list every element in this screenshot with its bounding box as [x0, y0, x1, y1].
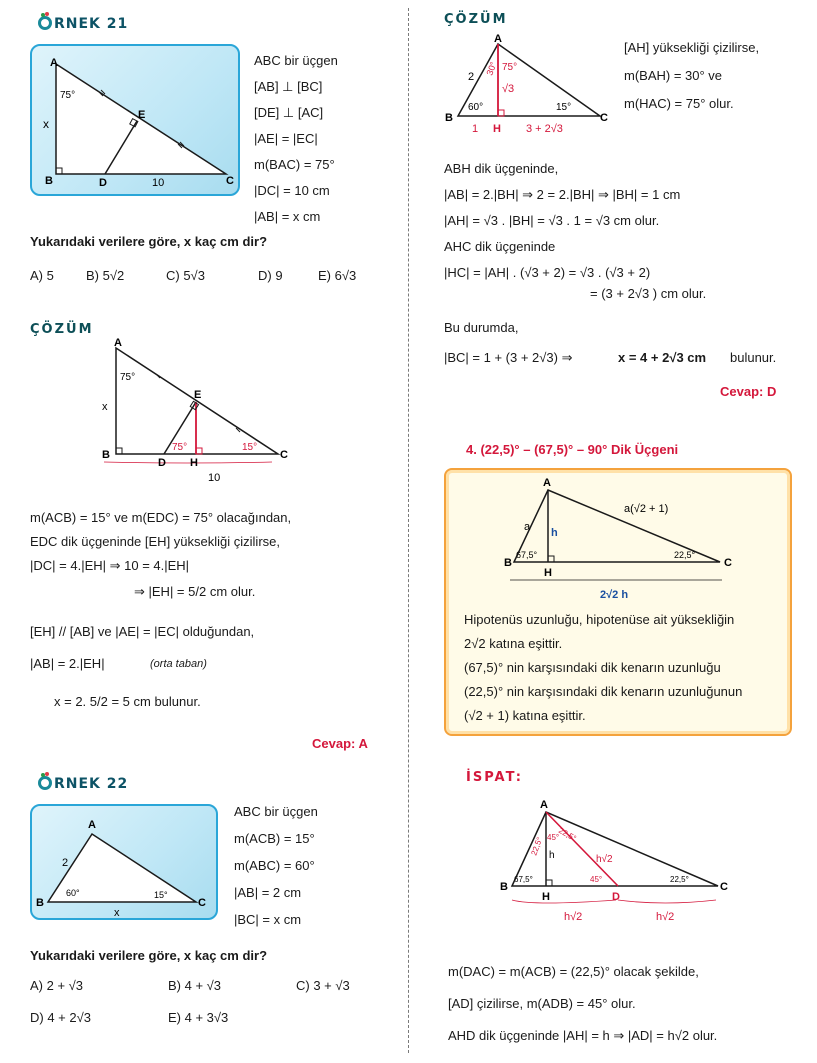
given-line: [AB] ⊥ [BC] [254, 79, 323, 94]
solution-line: x = 2. 5/2 = 5 cm bulunur. [54, 694, 201, 709]
solution-line: m(ACB) = 15° ve m(EDC) = 75° olacağından, [30, 510, 292, 525]
theorem-title: 4. (22,5)° – (67,5)° – 90° Dik Üçgeni [466, 442, 679, 457]
option-b[interactable]: B) 5√2 [86, 268, 125, 283]
solution-line: EDC dik üçgeninde [EH] yüksekliği çizilirse, [30, 534, 280, 549]
theorem-line: (22,5)° nin karşısındaki dik kenarın uzunluğunun [464, 684, 743, 699]
proof-label-dc: h√2 [656, 911, 675, 923]
example-22-figure [32, 806, 216, 918]
side-line: m(HAC) = 75° olur. [624, 96, 734, 111]
solution-line: bulunur. [730, 350, 777, 365]
option-a[interactable]: A) 2 + √3 [30, 978, 84, 993]
fig21-label-d: D [99, 177, 107, 189]
thm-label-b: B [504, 557, 512, 569]
thm-angle-67: 67,5° [516, 550, 538, 560]
given-line: |AB| = 2 cm [234, 885, 302, 900]
solution-result: x = 4 + 2√3 cm [618, 350, 707, 365]
solution-line: |AB| = 2.|EH| [30, 656, 105, 671]
solution-line: |AH| = √3 . |BH| = √3 . 1 = √3 cm olur. [444, 213, 660, 228]
thm-angle-22: 22,5° [674, 550, 696, 560]
proof-figure [494, 796, 734, 930]
proof-label-b: B [500, 881, 508, 893]
sol21-angle-75b: 75° [172, 442, 188, 453]
fig22-label-ab: 2 [62, 857, 69, 869]
example-21-given [254, 48, 338, 230]
option-c[interactable]: C) 5√3 [166, 268, 205, 283]
side-line: m(BAH) = 30° ve [624, 68, 723, 83]
proof-angle-67: 67,5° [514, 875, 533, 884]
example-21-title: RNEK 21 [54, 16, 129, 32]
example-22-title: RNEK 22 [54, 776, 129, 792]
fig21-label-a: A [50, 57, 58, 69]
sol21-label-b: B [102, 449, 110, 461]
fig21-label-x: x [43, 117, 49, 131]
sol22-label-a: A [494, 33, 502, 45]
given-line: m(ACB) = 15° [234, 831, 315, 846]
fig22-label-a: A [88, 819, 96, 831]
sol22-angle-75: 75° [502, 62, 518, 73]
given-line: |DC| = 10 cm [254, 183, 330, 198]
proof-label-a: A [540, 799, 548, 811]
option-a[interactable]: A) 5 [30, 268, 54, 283]
fig22-label-x: x [114, 907, 120, 919]
fig22-angle-15: 15° [154, 890, 168, 900]
thm-label-h: H [544, 567, 552, 579]
example-21-figure-box [30, 44, 240, 196]
solution-line: ⇒ |EH| = 5/2 cm olur. [134, 584, 256, 599]
proof-angle-45a: 45° [547, 833, 560, 842]
proof-line: AHD dik üçgeninde |AH| = h ⇒ |AD| = h√2 olur. [448, 1028, 718, 1043]
theorem-box [444, 468, 792, 736]
fig21-label-e: E [138, 109, 146, 121]
solution-22-title: ÇÖZÜM [444, 12, 508, 27]
sol22-angle-30: 30° [484, 60, 499, 77]
solution-line: = (3 + 2√3 ) cm olur. [590, 286, 707, 301]
fig21-angle-75: 75° [60, 90, 76, 101]
theorem-line: (√2 + 1) katına eşittir. [464, 708, 586, 723]
proof-line: [AD] çizilirse, m(ADB) = 45° olur. [448, 996, 636, 1011]
given-line: m(BAC) = 75° [254, 157, 335, 172]
solution-line: Bu durumda, [444, 320, 519, 335]
sol22-label-c: C [600, 112, 608, 124]
sol21-angle-75a: 75° [120, 372, 136, 383]
sol22-label-ah: √3 [502, 83, 515, 95]
sol22-label-2: 2 [468, 71, 475, 83]
fig22-angle-60: 60° [66, 888, 80, 898]
answer-22: Cevap: D [720, 384, 777, 399]
option-e[interactable]: E) 4 + 3√3 [168, 1010, 229, 1025]
example-22-question: Yukarıdaki verilere göre, x kaç cm dir? [30, 948, 268, 963]
sol21-label-d: D [158, 457, 166, 469]
theorem-line: (67,5)° nin karşısındaki dik kenarın uzunluğu [464, 660, 721, 675]
proof-angle-22b: 22,5° [529, 835, 545, 857]
sol21-label-e: E [194, 389, 202, 401]
proof-label-hd: h√2 [564, 911, 583, 923]
theorem-line: 2√2 katına eşittir. [464, 636, 563, 651]
fig22-label-c: C [198, 897, 206, 909]
option-d[interactable]: D) 9 [258, 268, 283, 283]
solution-22-side [624, 34, 759, 118]
solution-line: |AB| = 2.|BH| ⇒ 2 = 2.|BH| ⇒ |BH| = 1 cm [444, 187, 681, 202]
given-line: ABC bir üçgen [234, 804, 318, 819]
solution-line: ABH dik üçgeninde, [444, 161, 559, 176]
example-21-question: Yukarıdaki verilere göre, x kaç cm dir? [30, 234, 268, 249]
given-line: m(ABC) = 60° [234, 858, 315, 873]
thm-label-a-side: a [524, 521, 531, 533]
given-line: |BC| = x cm [234, 912, 302, 927]
column-divider [408, 8, 409, 1053]
solution-line: |DC| = 4.|EH| ⇒ 10 = 4.|EH| [30, 558, 190, 573]
solution-line: |HC| = |AH| . (√3 + 2) = √3 . (√3 + 2) [444, 265, 651, 280]
thm-label-h-side: h [551, 527, 558, 539]
thm-label-bc: 2√2 h [600, 589, 629, 601]
theorem-figure [504, 476, 764, 602]
solution-line: |BC| = 1 + (3 + 2√3) ⇒ [444, 350, 573, 365]
proof-angle-22c: 22,5° [557, 825, 578, 844]
option-d[interactable]: D) 4 + 2√3 [30, 1010, 91, 1025]
orta-taban-note: (orta taban) [150, 658, 207, 670]
solution-22-figure [440, 32, 612, 138]
theorem-line: Hipotenüs uzunluğu, hipotenüse ait yüksekliğin [464, 612, 735, 627]
proof-text [448, 956, 717, 1052]
sol22-angle-60: 60° [468, 102, 484, 113]
proof-label-h: H [542, 891, 550, 903]
option-e[interactable]: E) 6√3 [318, 268, 357, 283]
answer-21: Cevap: A [312, 736, 368, 751]
thm-label-hyp: a(√2 + 1) [624, 503, 669, 515]
o-ring-icon [38, 16, 52, 30]
fig21-label-dc: 10 [152, 177, 165, 189]
proof-label-h-side: h [549, 850, 555, 861]
sol22-label-b: B [445, 112, 453, 124]
proof-label-ad: h√2 [596, 854, 613, 865]
option-c[interactable]: C) 3 + √3 [296, 978, 350, 993]
given-line: |AE| = |EC| [254, 131, 318, 146]
proof-line: m(DAC) = m(ACB) = (22,5)° olacak şekilde, [448, 964, 699, 979]
sol22-label-bh: 1 [472, 123, 479, 135]
given-line: |AB| = x cm [254, 209, 321, 224]
thm-label-c: C [724, 557, 732, 569]
sol21-label-c: C [280, 449, 288, 461]
solution-21-text [30, 506, 291, 578]
thm-label-a: A [543, 477, 551, 489]
sol21-label-a: A [114, 337, 122, 349]
given-line: [DE] ⊥ [AC] [254, 105, 324, 120]
theorem-text [464, 608, 742, 728]
example-22-header [38, 776, 128, 792]
option-b[interactable]: B) 4 + √3 [168, 978, 222, 993]
proof-label-c: C [720, 881, 728, 893]
example-22-figure-box [30, 804, 218, 920]
example-22-given [234, 798, 318, 933]
solution-21-title: ÇÖZÜM [30, 322, 94, 337]
solution-21-figure [96, 336, 296, 484]
proof-angle-22a: 22,5° [670, 875, 689, 884]
solution-22-text [444, 156, 680, 286]
example-21-header [38, 16, 128, 32]
side-line: [AH] yüksekliği çizilirse, [624, 40, 760, 55]
given-line: ABC bir üçgen [254, 53, 338, 68]
proof-title: İSPAT: [466, 770, 523, 785]
sol22-label-h: H [493, 123, 501, 135]
sol22-label-hc: 3 + 2√3 [526, 123, 563, 135]
sol21-angle-15: 15° [242, 442, 258, 453]
fig21-label-b: B [45, 175, 53, 187]
fig22-label-b: B [36, 897, 44, 909]
proof-label-d: D [612, 891, 620, 903]
sol21-label-x: x [102, 401, 108, 413]
o-ring-icon [38, 776, 52, 790]
sol22-angle-15: 15° [556, 102, 572, 113]
sol21-label-10: 10 [208, 472, 221, 484]
fig21-label-c: C [226, 175, 234, 187]
proof-angle-45b: 45° [590, 875, 603, 884]
solution-line: AHC dik üçgeninde [444, 239, 556, 254]
sol21-label-h: H [190, 457, 198, 469]
example-21-figure [32, 46, 238, 194]
solution-line: [EH] // [AB] ve |AE| = |EC| olduğundan, [30, 624, 255, 639]
